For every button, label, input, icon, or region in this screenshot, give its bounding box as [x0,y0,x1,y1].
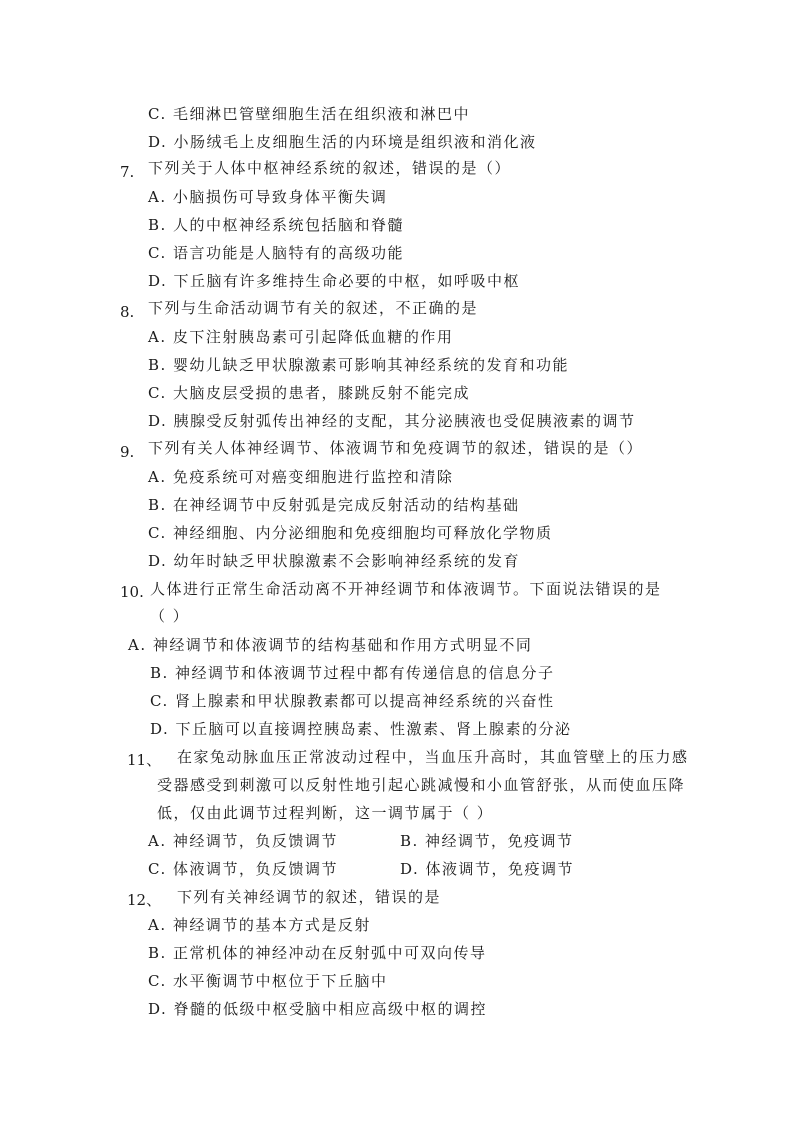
q7-option-c: C. 语言功能是人脑特有的高级功能 [148,244,404,262]
q9-number: 9. [120,443,135,461]
q10-option-a: A. 神经调节和体液调节的结构基础和作用方式明显不同 [128,636,533,654]
q10-stem: 人体进行正常生命活动离不开神经调节和体液调节。下面说法错误的是 [150,580,662,598]
q7-number: 7. [120,163,135,181]
q12-option-a: A. 神经调节的基本方式是反射 [148,916,371,934]
q8-option-a: A. 皮下注射胰岛素可引起降低血糖的作用 [148,328,454,346]
q12-number: 12、 [127,891,162,909]
q12-option-d: D. 脊髓的低级中枢受脑中相应高级中枢的调控 [148,1000,488,1018]
q11-stem-line1: 在家兔动脉血压正常波动过程中，当血压升高时，其血管壁上的压力感 [177,748,689,766]
q10-option-b: B. 神经调节和体液调节过程中都有传递信息的信息分子 [150,664,555,682]
q7-option-b: B. 人的中枢神经系统包括脑和脊髓 [148,216,405,234]
q6-option-d: D. 小肠绒毛上皮细胞生活的内环境是组织液和消化液 [148,133,537,151]
q11-number: 11、 [127,751,162,769]
q6-option-c: C. 毛细淋巴管壁细胞生活在组织液和淋巴中 [148,105,470,123]
q9-option-b: B. 在神经调节中反射弧是完成反射活动的结构基础 [148,496,520,514]
q8-option-b: B. 婴幼儿缺乏甲状腺激素可影响其神经系统的发育和功能 [148,356,570,374]
q11-stem-line2: 受器感受到刺激可以反射性地引起心跳减慢和小血管舒张，从而使血压降 [157,776,686,794]
q12-option-c: C. 水平衡调节中枢位于下丘脑中 [148,972,388,990]
q9-stem: 下列有关人体神经调节、体液调节和免疫调节的叙述，错误的是（） [148,439,644,457]
q9-option-d: D. 幼年时缺乏甲状腺激素不会影响神经系统的发育 [148,552,521,570]
q11-option-a: A. 神经调节，负反馈调节 [148,832,338,850]
q8-number: 8. [120,303,135,321]
q8-option-c: C. 大脑皮层受损的患者，膝跳反射不能完成 [148,384,470,402]
q7-stem: 下列关于人体中枢神经系统的叙述，错误的是（） [148,159,512,177]
q11-option-b: B. 神经调节，免疫调节 [400,832,574,850]
q8-stem: 下列与生命活动调节有关的叙述，不正确的是 [148,299,479,317]
q10-option-d: D. 下丘脑可以直接调控胰岛素、性激素、肾上腺素的分泌 [150,720,572,738]
q12-stem: 下列有关神经调节的叙述，错误的是 [177,888,442,906]
q9-option-c: C. 神经细胞、内分泌细胞和免疫细胞均可释放化学物质 [148,524,553,542]
q11-option-c: C. 体液调节，负反馈调节 [148,860,338,878]
q11-stem-line3: 低，仅由此调节过程判断，这一调节属于（ ） [157,804,494,822]
q10-number: 10. [120,583,144,601]
q9-option-a: A. 免疫系统可对癌变细胞进行监控和清除 [148,468,454,486]
q7-option-d: D. 下丘脑有许多维持生命必要的中枢，如呼吸中枢 [148,272,521,290]
q7-option-a: A. 小脑损伤可导致身体平衡失调 [148,188,388,206]
q10-option-c: C. 肾上腺素和甲状腺教素都可以提高神经系统的兴奋性 [150,692,555,710]
q8-option-d: D. 胰腺受反射弧传出神经的支配，其分泌胰液也受促胰液素的调节 [148,412,636,430]
q12-option-b: B. 正常机体的神经冲动在反射弧中可双向传导 [148,944,487,962]
q10-answer-blank: （ ） [150,607,190,625]
q11-option-d: D. 体液调节，免疫调节 [400,860,575,878]
